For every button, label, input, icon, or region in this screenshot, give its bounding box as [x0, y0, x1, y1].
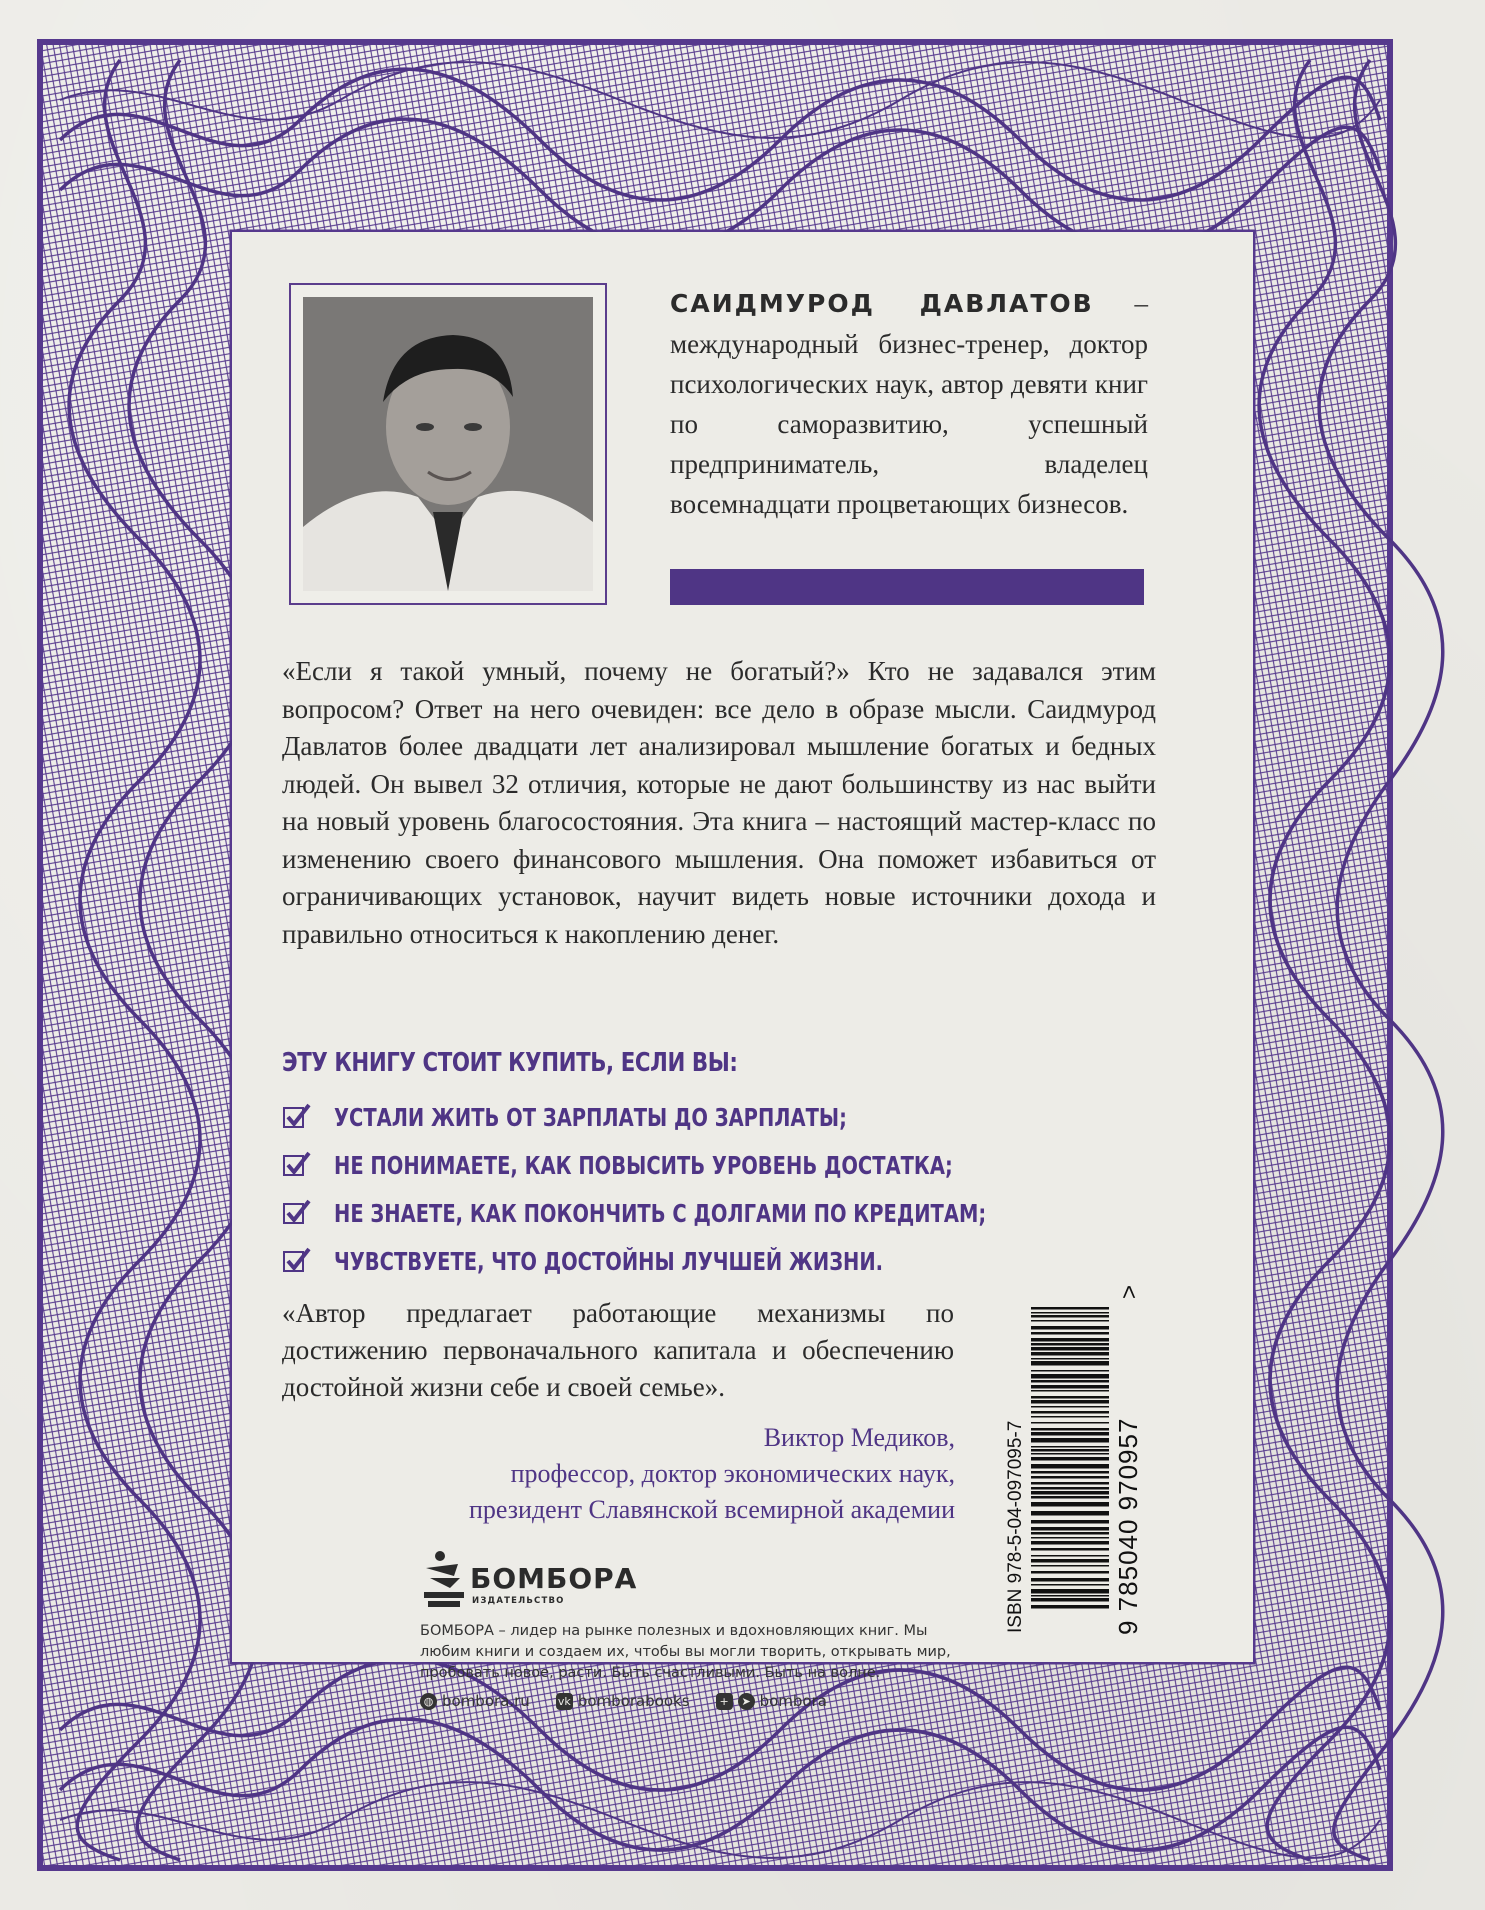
buy-list — [282, 1093, 1170, 1285]
telegram-icon: ➤ — [738, 1693, 755, 1710]
barcode-bar — [1031, 1559, 1109, 1563]
isbn-text: ISBN 978-5-04-097095-7 — [1005, 1420, 1026, 1633]
list-item — [282, 1189, 1170, 1237]
book-description: «Если я такой умный, почему не богатый?» Кто не задавался этим вопросом? Ответ на него очевиден: все дело в образе мысли. Саидмурод Давлатов более двадцати лет анализировал мышление богатых и бедных людей. Он вывел 32 отличия, которые не дают большинству из нас выйти на новый уровень благосостояния. Эта книга – настоящий мастер-класс по изменению своего финансового мышления. Она поможет избавиться от ограничивающих установок, научит видеть новые источники дохода и правильно относиться к накоплению денег. — [282, 656, 1156, 949]
barcode-bar — [1031, 1332, 1109, 1335]
review-quote: «Автор предлагает работающие механизмы по достижению первоначального капитала и обеспечению достойной жизни себе и своей семье». — [282, 1298, 954, 1402]
vk-icon: vk — [556, 1693, 573, 1710]
barcode-bar — [1031, 1598, 1109, 1602]
bomb-logo-icon — [420, 1548, 468, 1610]
barcode-bar — [1031, 1595, 1109, 1597]
barcode-bar — [1031, 1432, 1109, 1436]
site-link[interactable] — [420, 1692, 530, 1710]
plus-icon: + — [716, 1693, 733, 1710]
barcode-bar — [1031, 1565, 1109, 1567]
barcode-bar — [1031, 1511, 1109, 1516]
barcode-bar — [1031, 1438, 1109, 1443]
check-icon — [282, 1246, 312, 1276]
check-icon — [282, 1150, 312, 1180]
accent-bar — [670, 569, 1144, 605]
barcode-bar — [1031, 1307, 1109, 1310]
publisher-socials — [420, 1692, 853, 1710]
barcode-bar — [1031, 1578, 1109, 1582]
barcode-bar — [1031, 1416, 1109, 1418]
barcode-bar — [1031, 1476, 1109, 1479]
globe-icon: ◍ — [420, 1693, 437, 1710]
telegram-link[interactable] — [716, 1692, 827, 1710]
barcode-bar — [1031, 1527, 1109, 1531]
barcode-bar — [1031, 1449, 1109, 1452]
vk-link[interactable] — [556, 1692, 690, 1710]
vk-link-text: bomborabooks — [577, 1692, 690, 1710]
check-icon — [282, 1102, 312, 1132]
author-photo — [303, 297, 593, 591]
publisher-about: БОМБОРА – лидер на рынке полезных и вдохновляющих книг. Мы любим книги и создаем их, чтобы вы могли творить, открывать мир, пробовать новое, расти. Быть счастливыми. Быть на волне. — [420, 1623, 951, 1681]
list-item-text: ЧУВСТВУЕТЕ, ЧТО ДОСТОЙНЫ ЛУЧШЕЙ ЖИЗНИ. — [334, 1246, 884, 1276]
barcode-bar — [1031, 1361, 1109, 1366]
publisher-logo — [420, 1548, 638, 1615]
author-name: САИДМУРОД ДАВЛАТОВ — [670, 289, 1094, 318]
list-item — [282, 1093, 1170, 1141]
barcode-bar — [1031, 1453, 1109, 1455]
buy-heading: ЭТУ КНИГУ СТОИТ КУПИТЬ, ЕСЛИ ВЫ: — [282, 1048, 738, 1078]
barcode-bar — [1031, 1491, 1109, 1495]
barcode-bar — [1031, 1464, 1109, 1469]
barcode-bar — [1031, 1358, 1109, 1360]
barcode-digits: 9 785040 970957 — [1113, 1417, 1143, 1635]
barcode-bar — [1031, 1571, 1109, 1574]
barcode-bar — [1031, 1457, 1109, 1461]
barcode-bar — [1031, 1312, 1109, 1314]
barcode — [1003, 1285, 1143, 1635]
barcode-bar — [1031, 1541, 1109, 1545]
list-item — [282, 1141, 1170, 1189]
telegram-link-text: bombora — [759, 1692, 827, 1710]
barcode-bar — [1031, 1320, 1109, 1322]
quote-author-title: профессор, доктор экономических наук, — [510, 1459, 955, 1488]
barcode-bar — [1031, 1548, 1109, 1551]
barcode-bar — [1031, 1380, 1109, 1383]
barcode-bar — [1031, 1502, 1109, 1507]
barcode-bar — [1031, 1396, 1109, 1399]
barcode-bar — [1031, 1482, 1109, 1485]
barcode-bar — [1031, 1446, 1109, 1448]
barcode-bar — [1031, 1428, 1109, 1431]
quote-author-title2: президент Славянской всемирной академии — [468, 1495, 955, 1524]
author-bio — [670, 283, 1148, 524]
author-photo-frame — [289, 283, 607, 605]
barcode-bar — [1031, 1584, 1109, 1586]
barcode-bar — [1031, 1400, 1109, 1404]
barcode-bar — [1031, 1326, 1109, 1330]
barcode-bar — [1031, 1487, 1109, 1490]
barcode-bar — [1031, 1385, 1109, 1389]
barcode-bar — [1031, 1347, 1109, 1351]
barcode-arrow: > — [1116, 1285, 1143, 1299]
barcode-bar — [1031, 1315, 1109, 1318]
barcode-bar — [1031, 1352, 1109, 1356]
barcode-bar — [1031, 1555, 1109, 1557]
list-item-text: НЕ ЗНАЕТЕ, КАК ПОКОНЧИТЬ С ДОЛГАМИ ПО КРЕДИТАМ; — [334, 1198, 987, 1228]
barcode-bar — [1031, 1411, 1109, 1414]
list-item — [282, 1237, 1170, 1285]
author-bio-text: – международный бизнес-тренер, доктор психологических наук, автор девяти книг по саморазвитию, успешный предприниматель, владелец восемнадцати процветающих бизнесов. — [670, 288, 1148, 519]
barcode-bar — [1031, 1520, 1109, 1524]
barcode-bar — [1031, 1406, 1109, 1408]
barcode-bar — [1031, 1422, 1109, 1424]
check-icon — [282, 1198, 312, 1228]
list-item-text: УСТАЛИ ЖИТЬ ОТ ЗАРПЛАТЫ ДО ЗАРПЛАТЫ; — [334, 1102, 847, 1132]
barcode-bar — [1031, 1589, 1109, 1594]
barcode-bar — [1031, 1471, 1109, 1474]
barcode-bar — [1031, 1496, 1109, 1499]
barcode-bar — [1031, 1374, 1109, 1379]
publisher-logo-subtitle: ИЗДАТЕЛЬСТВО — [472, 1596, 565, 1606]
barcode-bar — [1031, 1343, 1109, 1346]
barcode-bar — [1031, 1370, 1109, 1372]
publisher-logo-text: БОМБОРА — [470, 1562, 638, 1595]
quote-attribution — [469, 1420, 955, 1528]
site-link-text: bombora.ru — [442, 1692, 530, 1710]
barcode-bar — [1031, 1537, 1109, 1539]
barcode-bar — [1031, 1390, 1109, 1392]
barcode-bar — [1031, 1605, 1109, 1609]
barcode-bar — [1031, 1532, 1109, 1535]
list-item-text: НЕ ПОНИМАЕТЕ, КАК ПОВЫСИТЬ УРОВЕНЬ ДОСТАТКА; — [334, 1150, 953, 1180]
quote-author: Виктор Медиков, — [763, 1423, 955, 1452]
barcode-bar — [1031, 1338, 1109, 1342]
